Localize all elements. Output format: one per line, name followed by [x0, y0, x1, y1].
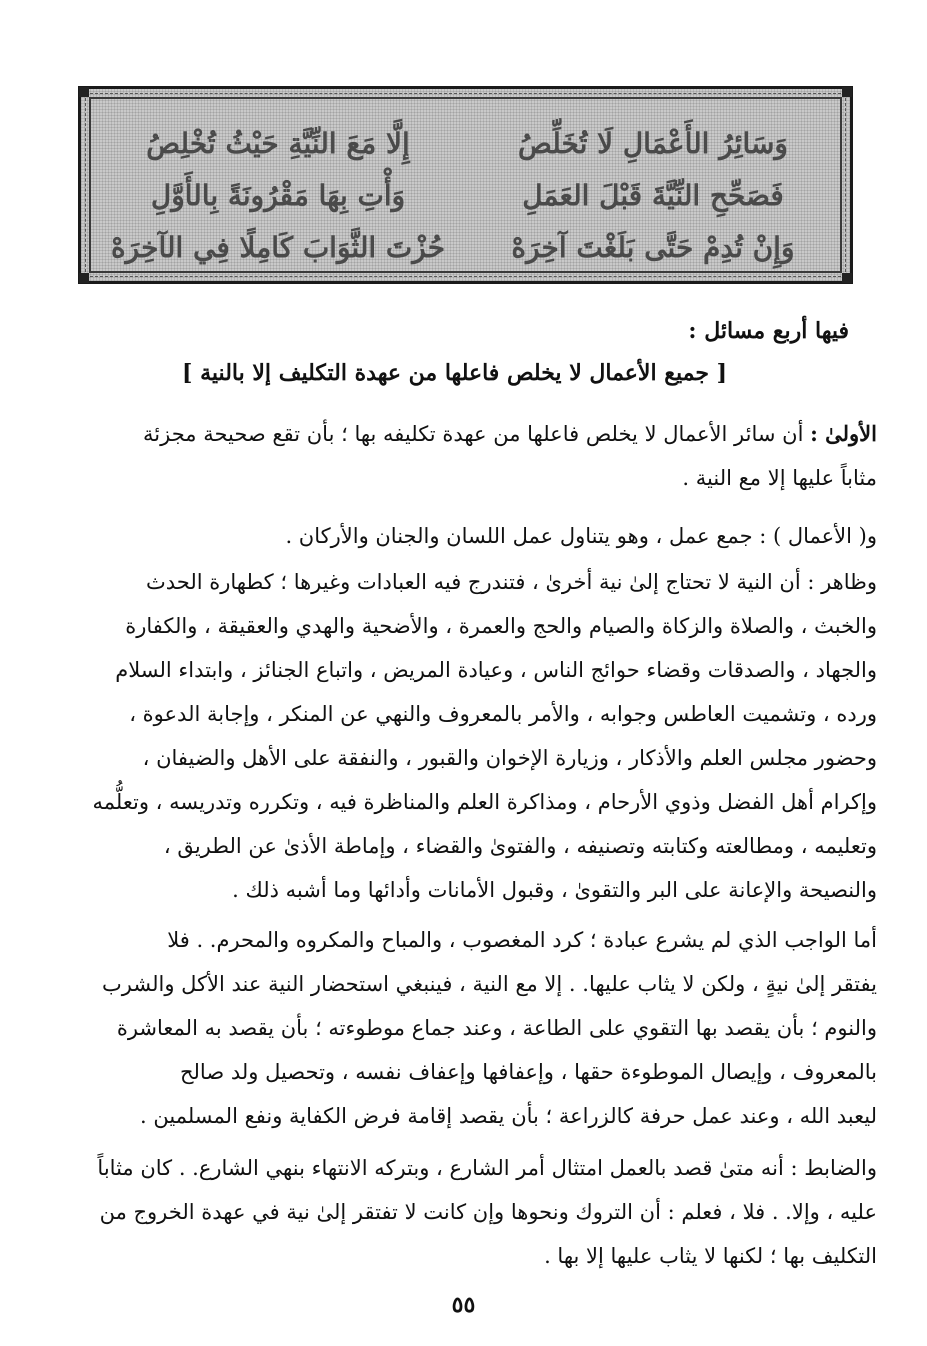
text-line: التكليف بها ؛ لكنها لا يثاب عليها إلا بها . — [544, 1244, 877, 1268]
text-line: والخبث ، والصلاة والزكاة والصيام والحج والعمرة ، والأضحية والهدي والعقيقة ، والكفارة — [125, 614, 877, 638]
text-line: والنصيحة والإعانة على البر والتقوىٰ ، وقبول الأمانات وأدائها وما أشبه ذلك . — [232, 878, 877, 902]
poem-ornamental-frame — [78, 86, 853, 284]
poem-first-hemistich: فَصَحِّحِ النِّيَّةَ قَبْلَ العَمَلِ — [522, 178, 784, 212]
text-line: أما الواجب الذي لم يشرع عبادة ؛ كرد المغصوب ، والمباح والمكروه والمحرم. . فلا — [167, 928, 877, 952]
text-line: وحضور مجلس العلم والأذكار ، وزيارة الإخوان والقبور ، والنفقة على الأهل والضيفان ، — [142, 746, 877, 770]
paragraph-obligatory — [47, 918, 877, 1138]
poem-first-hemistich: وَإِنْ تُدِمْ حَتَّى بَلَغْتَ آخِرَهْ — [511, 230, 795, 264]
poem-verses — [105, 117, 826, 273]
text-line: والضابط : أنه متىٰ قصد بالعمل امتثال أمر الشارع ، وبتركه الانتهاء بنهي الشارع. . كان مثاباً — [97, 1156, 877, 1180]
poem-first-hemistich: وَسَائِرُ الأَعْمَالِ لَا تُخَلِّصُ — [517, 126, 788, 160]
poem-second-hemistich: وَأْتِ بِهَا مَقْرُونَةً بِالأَوَّلِ — [150, 178, 406, 212]
poem-verse — [105, 169, 826, 221]
frame-corner-ornament — [79, 87, 89, 97]
text-line: والجهاد ، والصدقات وقضاء حوائج الناس ، وعيادة المريض ، واتباع الجنائز ، وابتداء السلام — [115, 658, 877, 682]
paragraph-principle — [47, 1146, 877, 1278]
frame-corner-ornament — [842, 87, 852, 97]
poem-second-hemistich: حُزْتَ الثَّوَابَ كَامِلًا فِي الآخِرَهْ — [111, 230, 446, 264]
poem-second-hemistich: إِلَّا مَعَ النِّيَّةِ حَيْثُ تُخْلِصُ — [146, 126, 410, 160]
poem-verse — [105, 221, 826, 273]
text-line: والنوم ؛ بأن يقصد بها التقوي على الطاعة ، وعند جماع موطوءته ؛ بأن يقصد به المعاشرة — [116, 1016, 877, 1040]
section-heading: فيها أربع مسائل : — [688, 318, 849, 344]
frame-corner-ornament — [842, 273, 852, 283]
page-number: ٥٥ — [451, 1292, 476, 1318]
text-line: وتعليمه ، ومطالعته وكتابته وتصنيفه ، والفتوىٰ والقضاء ، وإماطة الأذىٰ عن الطريق ، — [163, 834, 877, 858]
text-line: ورده ، وتشميت العاطس وجوابه ، والأمر بالمعروف والنهي عن المنكر ، وإجابة الدعوة ، — [129, 702, 877, 726]
frame-corner-ornament — [79, 273, 89, 283]
text-line: و( الأعمال ) : جمع عمل ، وهو يتناول عمل اللسان والجنان والأركان . — [285, 524, 877, 548]
paragraph-text: أن سائر الأعمال لا يخلص فاعلها من عهدة تكليفه بها ؛ بأن تقع صحيحة مجزئة — [143, 422, 811, 446]
paragraph-scope — [47, 560, 877, 912]
paragraph-lead: الأولىٰ : — [810, 421, 877, 446]
paragraph-first-issue — [47, 412, 877, 500]
text-line: عليه ، وإلا. . فلا ، فعلم : أن التروك ونحوها وإن كانت لا تفتقر إلىٰ نية في عهدة الخروج من — [99, 1200, 877, 1224]
text-line: يفتقر إلىٰ نيةٍ ، ولكن لا يثاب عليها. . إلا مع النية ، فينبغي استحضار النية عند الأكل والشرب — [102, 972, 877, 996]
poem-verse — [105, 117, 826, 169]
text-line: مثاباً عليها إلا مع النية . — [682, 466, 877, 490]
text-line — [47, 412, 877, 456]
text-line: وظاهر : أن النية لا تحتاج إلىٰ نية أخرىٰ ، فتندرج فيه العبادات وغيرها ؛ كطهارة الحدث — [145, 570, 877, 594]
text-line: ليعبد الله ، وعند عمل حرفة كالزراعة ؛ بأن يقصد إقامة فرض الكفاية ونفع المسلمين . — [140, 1104, 877, 1128]
text-line: بالمعروف ، وإيصال الموطوءة حقها ، وإعفافها وإعفاف نفسه ، وتحصيل ولد صالح — [179, 1060, 877, 1084]
rule-title: [ جميع الأعمال لا يخلص فاعلها من عهدة التكليف إلا بالنية ] — [182, 360, 727, 386]
paragraph-definition — [47, 514, 877, 558]
text-line: وإكرام أهل الفضل وذوي الأرحام ، ومذاكرة العلم والمناظرة فيه ، وتكرره وتدريسه ، وتعلُّمه — [92, 790, 877, 814]
